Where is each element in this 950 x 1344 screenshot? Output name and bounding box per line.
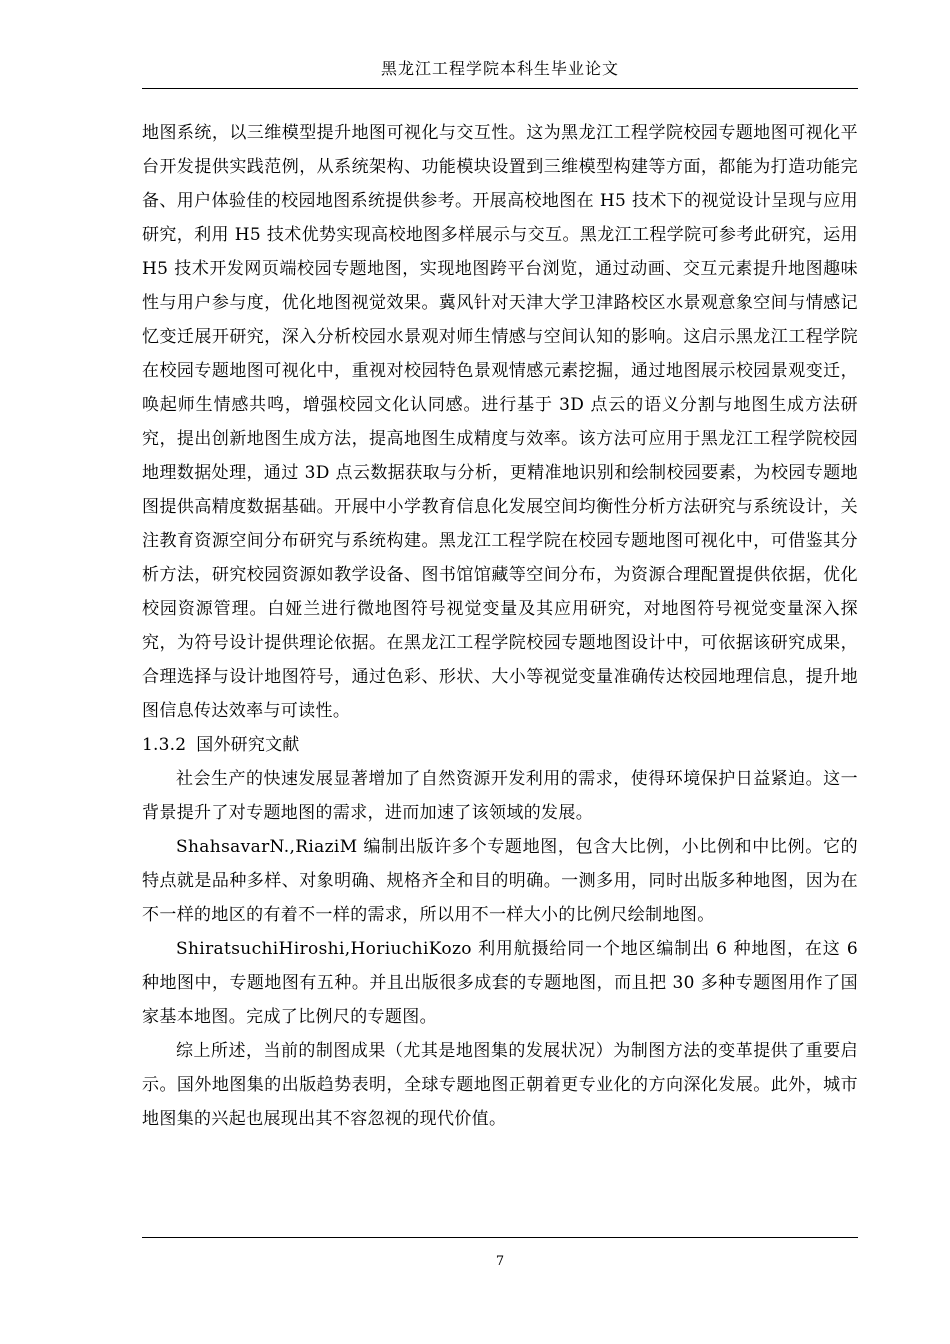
paragraph: ShahsavarN.,RiaziM 编制出版许多个专题地图，包含大比例，小比例和中比例。它的特点就是品种多样、对象明确、规格齐全和目的明确。一测多用，同时出版多种地图，因为在不一样的地区的有着不一样的需求，所以用不一样大小的比例尺绘制地图。 xyxy=(142,837,858,925)
section-title: 国外研究文献 xyxy=(196,735,300,755)
paragraph: 地图系统，以三维模型提升地图可视化与交互性。这为黑龙江工程学院校园专题地图可视化平台开发提供实践范例，从系统架构、功能模块设置到三维模型构建等方面，都能为打造功能完备、用户体验佳的校园地图系统提供参考。开展高校地图在 H5 技术下的视觉设计呈现与应用研究，利用 H5 技术优势实现高校地图多样展示与交互。黑龙江工程学院可参考此研究，运用 H5 技术开发网页端校园专题地图，实现地图跨平台浏览，通过动画、交互元素提升地图趣味性与用户参与度，优化地图视觉效果。冀风针对天津大学卫津路校区水景观意象空间与情感记忆变迁展开研究，深入分析校园水景观对师生情感与空间认知的影响。这启示黑龙江工程学院在校园专题地图可视化中，重视对校园特色景观情感元素挖掘，通过地图展示校园景观变迁，唤起师生情感共鸣，增强校园文化认同感。进行基于 3D 点云的语义分割与地图生成方法研究，提出创新地图生成方法，提高地图生成精度与效率。该方法可应用于黑龙江工程学院校园地理数据处理，通过 3D 点云数据获取与分析，更精准地识别和绘制校园要素，为校园专题地图提供高精度数据基础。开展中小学教育信息化发展空间均衡性分析方法研究与系统设计，关注教育资源空间分布研究与系统构建。黑龙江工程学院在校园专题地图可视化中，可借鉴其分析方法，研究校园资源如教学设备、图书馆馆藏等空间分布，为资源合理配置提供依据，优化校园资源管理。白娅兰进行微地图符号视觉变量及其应用研究，对地图符号视觉变量深入探究，为符号设计提供理论依据。在黑龙江工程学院校园专题地图设计中，可依据该研究成果，合理选择与设计地图符号，通过色彩、形状、大小等视觉变量准确传达校园地理信息，提升地图信息传达效率与可读性。 xyxy=(142,123,858,721)
paragraph: ShiratsuchiHiroshi,HoriuchiKozo 利用航摄给同一个地区编制出 6 种地图，在这 6 种地图中，专题地图有五种。并且出版很多成套的专题地图，而且把 30 多种专题图用作了国家基本地图。完成了比例尺的专题图。 xyxy=(142,939,858,1027)
running-header: 黑龙江工程学院本科生毕业论文 xyxy=(380,59,619,78)
page-number: 7 xyxy=(495,1254,505,1269)
paragraph: 社会生产的快速发展显著增加了自然资源开发利用的需求，使得环境保护日益紧迫。这一背景提升了对专题地图的需求，进而加速了该领域的发展。 xyxy=(142,769,858,823)
section-heading xyxy=(142,728,858,762)
footer-divider xyxy=(142,1237,858,1238)
body-text xyxy=(142,116,858,1136)
header-divider xyxy=(142,88,858,89)
paragraph: 综上所述，当前的制图成果（尤其是地图集的发展状况）为制图方法的变革提供了重要启示。国外地图集的出版趋势表明，全球专题地图正朝着更专业化的方向深化发展。此外，城市地图集的兴起也展现出其不容忽视的现代价值。 xyxy=(142,1041,858,1129)
section-number: 1.3.2 xyxy=(142,735,187,755)
